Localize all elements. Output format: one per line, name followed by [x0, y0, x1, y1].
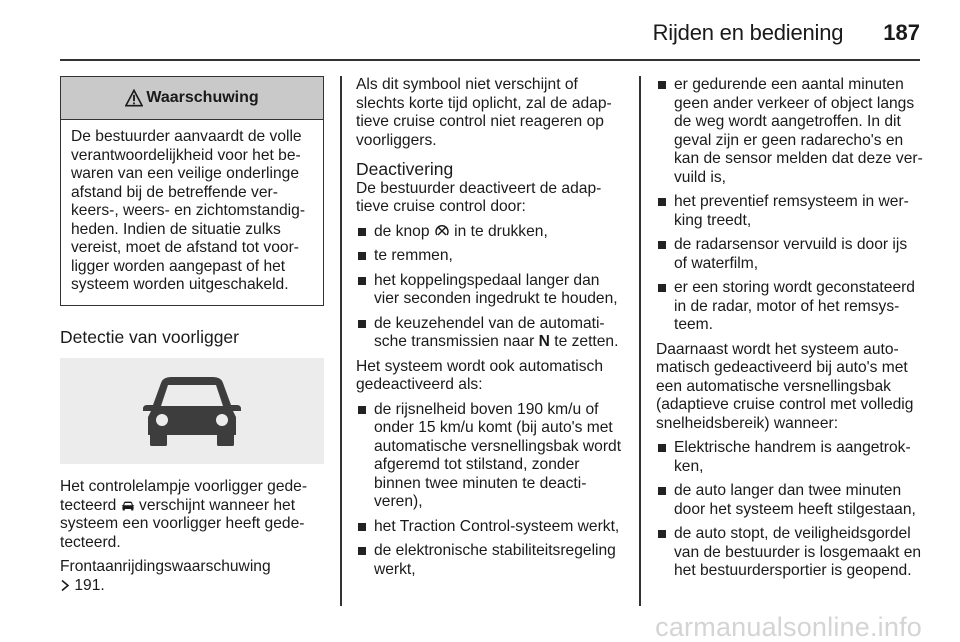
list-item: er een storing wordt geconstateerd in de radar, motor of het remsysteem. [656, 279, 924, 335]
column-divider-1 [340, 76, 342, 606]
page-number: 187 [883, 19, 920, 45]
page-header [653, 18, 920, 48]
reference-label: Frontaanrijdingswaarschuwing [60, 558, 271, 575]
list-item: het preventief remsysteem in werking treedt, [656, 193, 924, 230]
automatic-transmission-paragraph: Daarnaast wordt het systeem automatisch gedeactiveerd bij auto's met een automatische versnellingsbak (adaptieve cruise control met volledig snelheidsbereik) wanneer: [656, 340, 914, 432]
column-divider-2 [639, 76, 641, 606]
car-front-icon [121, 500, 135, 512]
warning-header [61, 77, 323, 120]
section-heading: Detectie van voorligger [60, 326, 239, 347]
intro-paragraph: Als dit symbool niet verschijnt of slechts korte tijd oplicht, zal de adaptieve cruise control niet reageren op voorliggers. [356, 76, 612, 149]
reference-arrow-icon [60, 579, 70, 592]
list-item: de radarsensor vervuild is door ijs of waterfilm, [656, 236, 924, 273]
warning-triangle-icon [125, 89, 143, 107]
list-item: te remmen, [356, 247, 624, 266]
warning-text: De bestuurder aanvaardt de volle verantwoordelijkheid voor het bewaren van een veilige onderlinge afstand bij de betreffende verkeers-, weers- en zichtomstandigheden. Indien de situatie zulks vereist, moet de afstand tot voorligger worden aangepast of het systeem worden uitgeschakeld. [71, 128, 306, 293]
warning-heading: Waarschuwing [146, 88, 259, 106]
chapter-title: Rijden en bediening [652, 19, 844, 45]
reference-page[interactable]: 191. [74, 576, 105, 594]
auto-deactivation-list [356, 401, 624, 580]
auto-deactivation-list-continued [656, 76, 924, 335]
auto-deactivation-intro: Het systeem wordt ook automatisch gedeactiveerd als: [356, 357, 604, 393]
deactivation-list [356, 223, 624, 352]
car-indicator-image [60, 358, 324, 464]
column-1 [60, 76, 324, 601]
warning-box [60, 76, 324, 306]
list-item: het koppelingspedaal langer dan vier seconden ingedrukt te houden, [356, 272, 624, 309]
detection-paragraph: Het controlelampje voorligger gedetecteerd verschijnt wanneer het systeem een voorligger heeft gedetecteerd. [60, 478, 308, 551]
list-item: er gedurende een aantal minuten geen ander verkeer of object langs de weg wordt aangetroffen. In dit geval zijn er geen radarecho's en kan de sensor melden dat deze vervuild is, [656, 76, 924, 187]
automatic-transmission-list [656, 439, 924, 581]
deactivation-intro: De bestuurder deactiveert de adaptieve cruise control door: [356, 179, 602, 215]
list-item: de elektronische stabiliteitsregeling werkt, [356, 542, 624, 579]
list-item: Elektrische handrem is aangetrokken, [656, 439, 924, 476]
list-item: de keuzehendel van de automatische transmissien naar N te zetten. [356, 315, 624, 352]
column-2 [356, 76, 624, 585]
deactivation-heading: Deactivering [356, 159, 454, 179]
column-3 [656, 76, 924, 587]
reference-paragraph [60, 558, 324, 595]
car-front-icon [137, 375, 247, 447]
watermark: carmanualsonline.info [655, 611, 922, 642]
list-item: de auto langer dan twee minuten door het systeem heeft stilgestaan, [656, 482, 924, 519]
list-item: de rijsnelheid boven 190 km/u of onder 15 km/u komt (bij auto's met automatische versnellingsbak wordt afgeremd tot stilstand, zonder binnen twee minuten te deactiveren), [356, 401, 624, 512]
cruise-cancel-icon [434, 224, 450, 238]
list-item: de auto stopt, de veiligheidsgordel van de bestuurder is losgemaakt en het bestuurdersportier is geopend. [656, 525, 924, 581]
list-item: de knop in te drukken, [356, 223, 624, 242]
header-rule [60, 59, 920, 61]
list-item: het Traction Control-systeem werkt, [356, 518, 624, 537]
